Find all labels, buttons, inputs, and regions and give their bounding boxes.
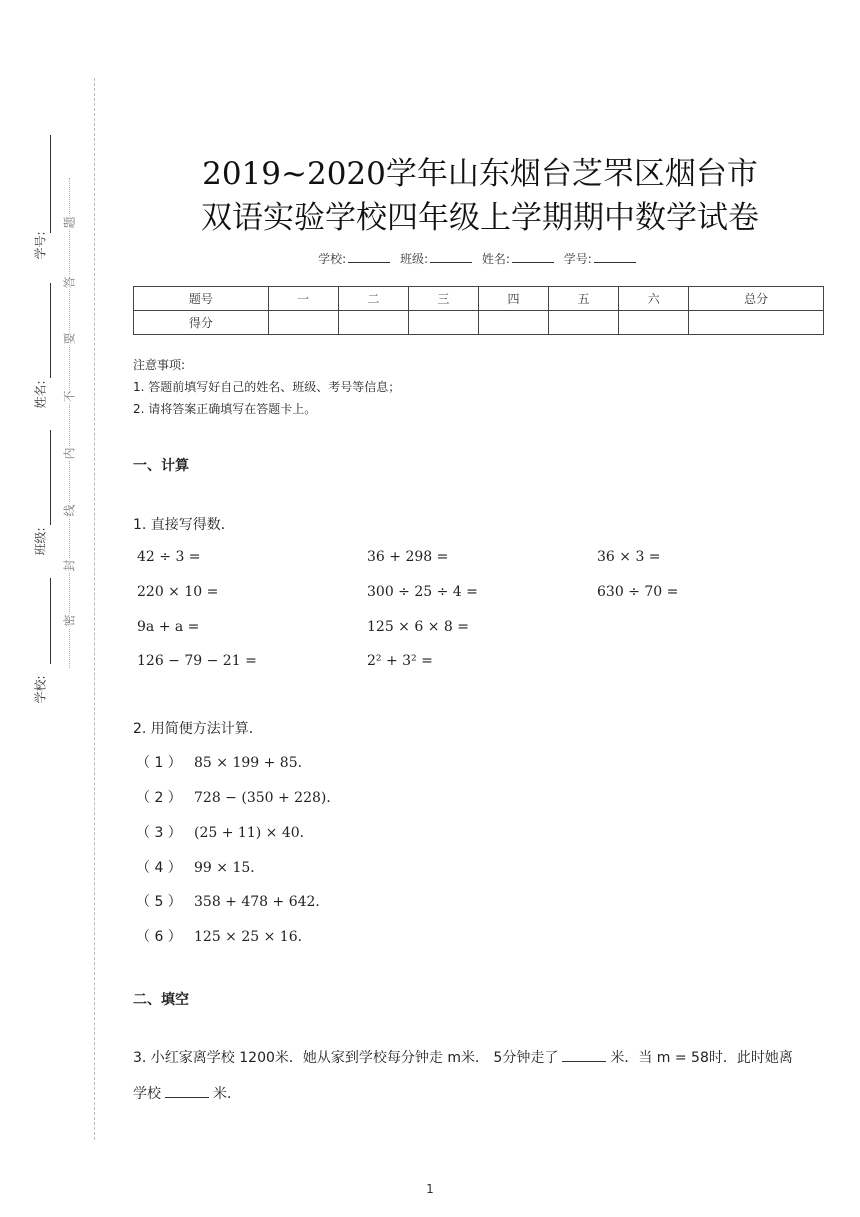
calc-item: 126 − 79 − 21 = <box>137 653 257 669</box>
student-number-label: 学号: <box>33 231 48 260</box>
title-line-1: 2019~2020学年山东烟台芝罘区烟台市 <box>202 156 758 192</box>
student-number-line <box>50 135 51 233</box>
calc-item: 630 ÷ 70 = <box>597 584 679 600</box>
seal-char: 题 <box>62 216 77 229</box>
school-label: 学校: <box>33 675 48 704</box>
item-number: （ 3 ） <box>136 825 182 841</box>
page-number: 1 <box>426 1182 434 1196</box>
score-input-cell[interactable] <box>549 311 619 335</box>
name-label: 姓名: <box>33 380 48 409</box>
item-number: （ 5 ） <box>136 894 182 910</box>
name-blank[interactable] <box>512 252 554 263</box>
calc-item: 2² + 3² = <box>367 653 433 669</box>
item-expression: 728 − (350 + 228)． <box>194 790 341 806</box>
score-input-cell[interactable] <box>619 311 689 335</box>
title-line-2: 双语实验学校四年级上学期期中数学试卷 <box>201 200 759 236</box>
score-cell: 得分 <box>134 311 269 335</box>
class-label: 班级: <box>33 527 48 556</box>
simplify-item <box>136 822 314 842</box>
question-3-text: 米．当 m = 58时．此时她离 <box>610 1050 793 1066</box>
simplify-item <box>136 857 264 877</box>
calc-item: 42 ÷ 3 = <box>137 549 201 565</box>
score-cell: 六 <box>619 287 689 311</box>
item-expression: (25 + 11) × 40． <box>194 825 314 841</box>
seal-char: 要 <box>62 332 77 345</box>
item-number: （ 4 ） <box>136 860 182 876</box>
name-info-label: 姓名: <box>481 252 510 266</box>
score-table-score-row <box>134 311 824 335</box>
note-item: 1. 答题前填写好自己的姓名、班级、考号等信息； <box>133 380 401 394</box>
answer-blank-1[interactable] <box>562 1049 606 1062</box>
binding-dashed-line <box>94 78 95 1140</box>
score-cell: 一 <box>268 287 338 311</box>
question-3-line-2 <box>133 1083 241 1103</box>
score-cell: 二 <box>338 287 408 311</box>
score-input-cell[interactable] <box>408 311 478 335</box>
question-1-label: 1. 直接写得数． <box>133 517 235 533</box>
item-number: （ 1 ） <box>136 755 182 771</box>
student-info-line <box>100 250 860 267</box>
score-cell: 三 <box>408 287 478 311</box>
score-cell: 五 <box>549 287 619 311</box>
item-expression: 125 × 25 × 16． <box>194 929 312 945</box>
item-expression: 85 × 199 + 85． <box>194 755 312 771</box>
simplify-item <box>136 787 340 807</box>
question-3-text: 学校 <box>133 1086 161 1102</box>
section-1-title: 一、计算 <box>133 458 189 474</box>
score-table <box>133 286 824 335</box>
seal-char: 内 <box>62 447 77 460</box>
item-expression: 358 + 478 + 642． <box>194 894 330 910</box>
simplify-item <box>136 752 312 772</box>
name-line <box>50 283 51 378</box>
seal-char: 不 <box>62 390 77 403</box>
score-cell: 总分 <box>689 287 824 311</box>
score-cell: 四 <box>478 287 548 311</box>
score-input-cell[interactable] <box>268 311 338 335</box>
school-info-label: 学校: <box>318 252 347 266</box>
class-info-label: 班级: <box>400 252 429 266</box>
number-info-label: 学号: <box>563 252 592 266</box>
calc-item: 36 + 298 = <box>367 549 449 565</box>
score-table-header-row <box>134 287 824 311</box>
item-number: （ 2 ） <box>136 790 182 806</box>
note-item: 2. 请将答案正确填写在答题卡上。 <box>133 402 317 416</box>
question-2-label: 2. 用简便方法计算． <box>133 721 263 737</box>
score-input-cell[interactable] <box>689 311 824 335</box>
school-line <box>50 578 51 664</box>
calc-item: 125 × 6 × 8 = <box>367 619 469 635</box>
question-3-text: 米． <box>213 1086 241 1102</box>
item-number: （ 6 ） <box>136 929 182 945</box>
score-input-cell[interactable] <box>478 311 548 335</box>
seal-char: 线 <box>62 504 77 517</box>
notes-heading: 注意事项: <box>133 358 186 372</box>
score-cell: 题号 <box>134 287 269 311</box>
class-line <box>50 430 51 525</box>
calc-item: 9a + a = <box>137 619 200 635</box>
item-expression: 99 × 15． <box>194 860 265 876</box>
calc-item: 36 × 3 = <box>597 549 661 565</box>
simplify-item <box>136 891 329 911</box>
question-3-line-1 <box>133 1047 793 1067</box>
seal-char: 密 <box>62 614 77 627</box>
calc-item: 220 × 10 = <box>137 584 219 600</box>
seal-char: 封 <box>62 559 77 572</box>
answer-blank-2[interactable] <box>165 1085 209 1098</box>
seal-dotted-line <box>69 178 70 668</box>
calc-item: 300 ÷ 25 ÷ 4 = <box>367 584 478 600</box>
simplify-item <box>136 926 312 946</box>
class-blank[interactable] <box>430 252 472 263</box>
school-blank[interactable] <box>348 252 390 263</box>
seal-char: 答 <box>62 276 77 289</box>
score-input-cell[interactable] <box>338 311 408 335</box>
section-2-title: 二、填空 <box>133 992 189 1008</box>
question-3-text: 3. 小红家离学校 1200米．她从家到学校每分钟走 m米． 5分钟走了 <box>133 1050 559 1066</box>
number-blank[interactable] <box>594 252 636 263</box>
